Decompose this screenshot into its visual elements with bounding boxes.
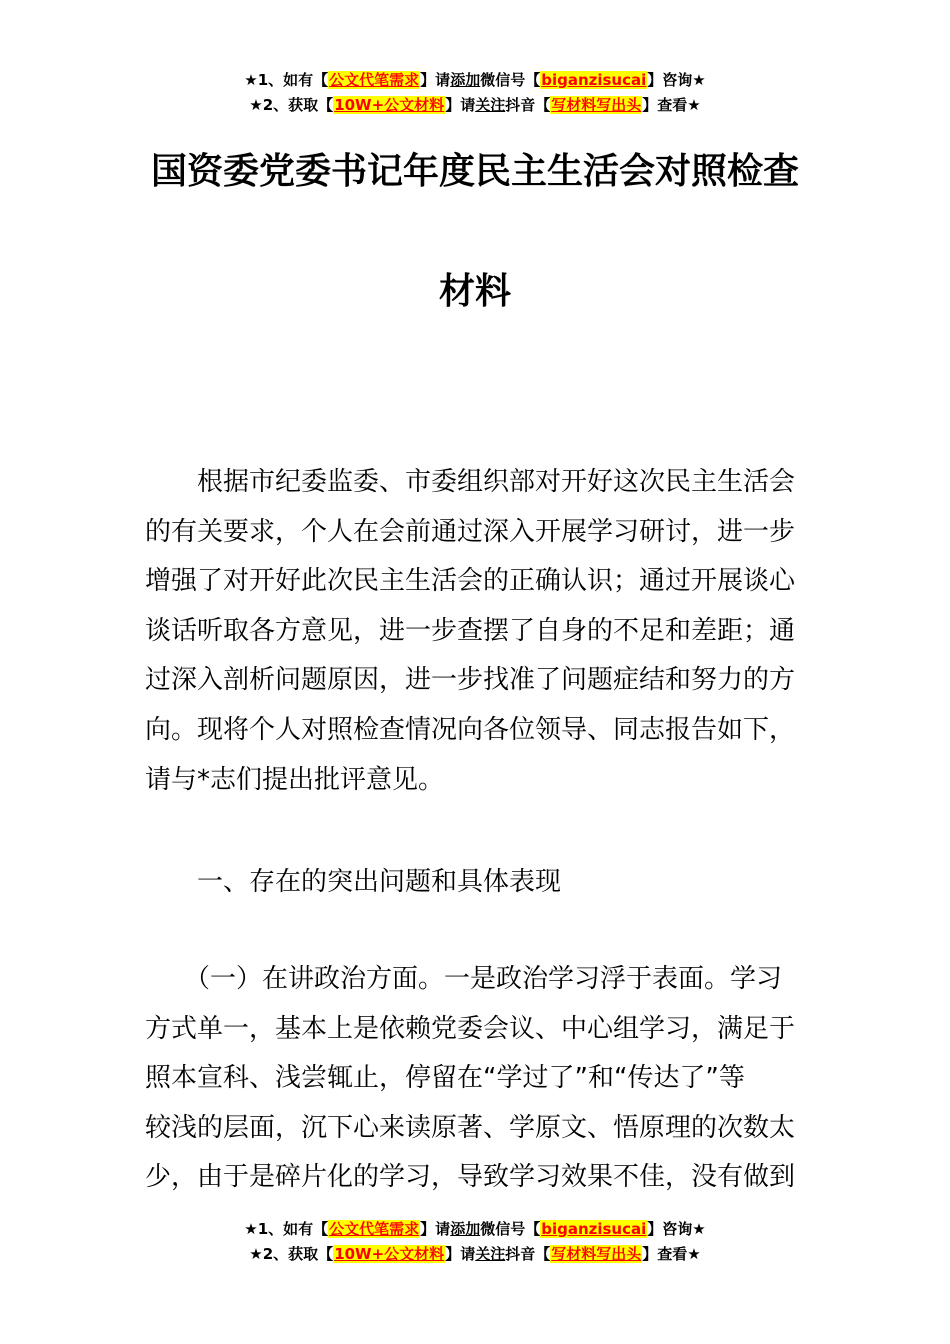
banner-highlight-service: 公文代笔需求 [329,1220,420,1238]
text-line: 少，由于是碎片化的学习，导致学习效果不佳，没有做到 [145,1162,796,1193]
document-title-line-1: 国资委党委书记年度民主生活会对照检查 [150,151,799,192]
text-line: 过深入剖析问题原因，进一步找准了问题症结和努力的方 [145,665,796,696]
banner-line-2: ★2、获取【10W+公文材料】请关注抖音【写材料写出头】查看★ [249,1245,701,1263]
text-line: 根据市纪委监委、市委组织部对开好这次民主生活会 [145,467,796,497]
text-line: 谈话听取各方意见，进一步查摆了自身的不足和差距；通 [145,615,796,646]
banner-line-1: ★1、如有【公文代笔需求】请添加微信号【biganzisucai】咨询★ [244,1220,706,1238]
text-line: 较浅的层面，沉下心来读原著、学原文、悟原理的次数太 [145,1112,796,1143]
text-line: 向。现将个人对照检查情况向各位领导、同志报告如下， [145,714,796,745]
intro-paragraph [145,458,807,805]
banner-highlight-materials: 10W+公文材料 [334,1245,445,1263]
footer-banner [0,1217,950,1267]
banner-highlight-douyin: 写材料写出头 [551,1245,642,1263]
text-line: 请与*志们提出批评意见。 [145,764,445,795]
text-line: 的有关要求，个人在会前通过深入开展学习研讨，进一步 [145,516,796,547]
text-line: 方式单一，基本上是依赖党委会议、中心组学习，满足于 [145,1013,796,1044]
banner-highlight-wechat: biganzisucai [541,71,647,89]
header-banner [0,68,950,118]
banner-line-2: ★2、获取【10W+公文材料】请关注抖音【写材料写出头】查看★ [249,96,701,114]
banner-highlight-douyin: 写材料写出头 [551,96,642,114]
text-line: 照本宣科、浅尝辄止，停留在“学过了”和“传达了”等 [145,1063,745,1094]
banner-line-1: ★1、如有【公文代笔需求】请添加微信号【biganzisucai】咨询★ [244,71,706,89]
text-line: （一）在讲政治方面。一是政治学习浮于表面。学习 [145,964,783,994]
banner-highlight-materials: 10W+公文材料 [334,96,445,114]
banner-highlight-wechat: biganzisucai [541,1220,647,1238]
banner-highlight-service: 公文代笔需求 [329,71,420,89]
text-line: 增强了对开好此次民主生活会的正确认识；通过开展谈心 [145,566,796,597]
section-heading: 一、存在的突出问题和具体表现 [145,867,562,897]
document-title-line-2: 材料 [438,271,511,312]
section-paragraph [145,955,807,1203]
